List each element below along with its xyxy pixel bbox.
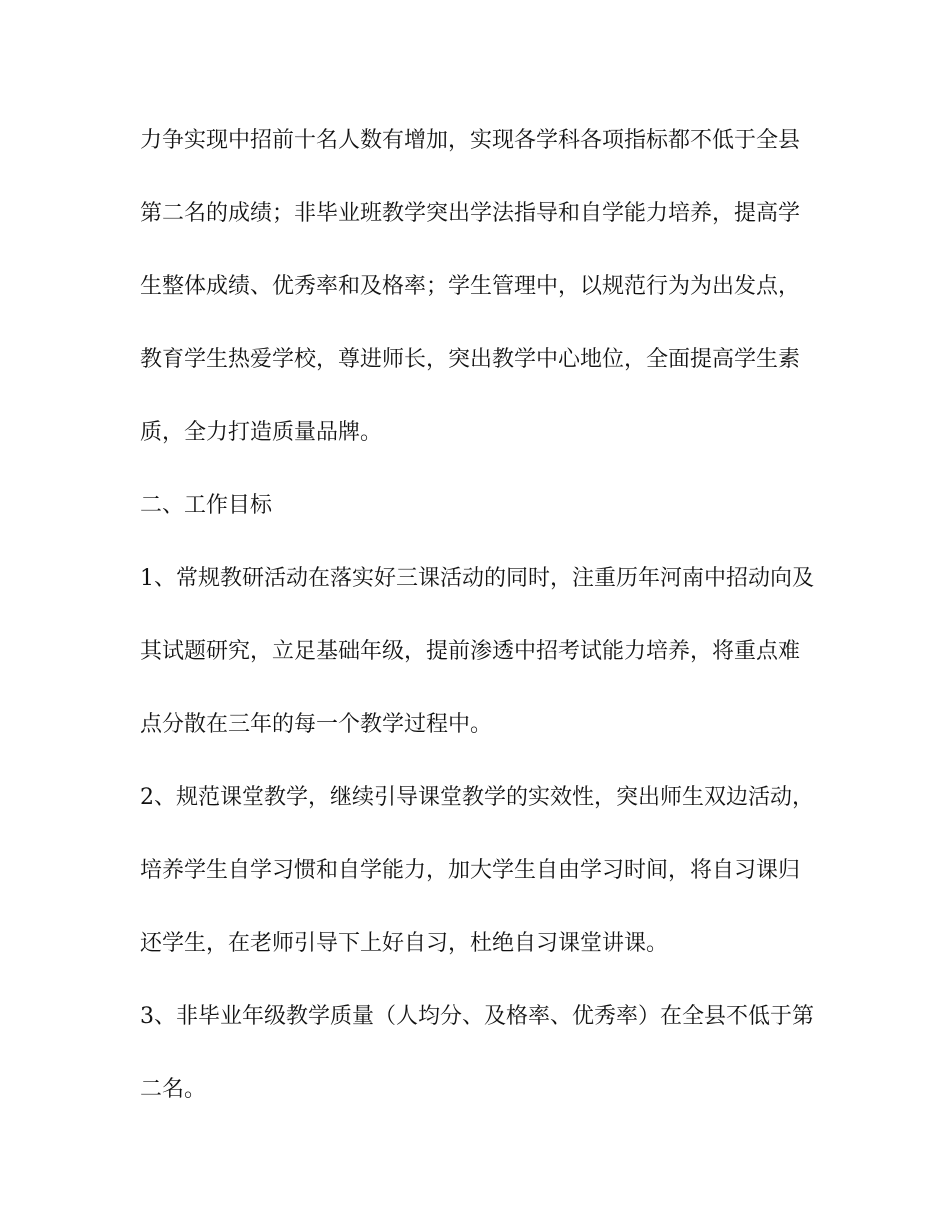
paragraph-line: 教育学生热爱学校，尊进师长，突出教学中心地位，全面提高学生素	[140, 347, 801, 372]
list-item-line: 还学生，在老师引导下上好自习，杜绝自习课堂讲课。	[140, 931, 669, 956]
list-item-line: 其试题研究，立足基础年级，提前渗透中招考试能力培养，将重点难	[140, 639, 801, 664]
section-heading: 二、工作目标	[140, 493, 273, 518]
paragraph-line: 质，全力打造质量品牌。	[140, 420, 383, 445]
list-item-line: 二名。	[140, 1077, 207, 1102]
paragraph-line: 力争实现中招前十名人数有增加，实现各学科各项指标都不低于全县	[140, 128, 801, 153]
list-item-line: 2、规范课堂教学，继续引导课堂教学的实效性，突出师生双边活动，	[140, 785, 814, 810]
paragraph-line: 第二名的成绩；非毕业班教学突出学法指导和自学能力培养，提高学	[140, 201, 801, 226]
paragraph-line: 生整体成绩、优秀率和及格率；学生管理中，以规范行为为出发点，	[140, 274, 801, 299]
list-item-line: 3、非毕业年级教学质量（人均分、及格率、优秀率）在全县不低于第	[140, 1004, 814, 1029]
list-item-line: 1、常规教研活动在落实好三课活动的同时，注重历年河南中招动向及	[140, 566, 814, 591]
list-item-line: 培养学生自学习惯和自学能力，加大学生自由学习时间，将自习课归	[140, 858, 801, 883]
list-item-line: 点分散在三年的每一个教学过程中。	[140, 712, 493, 737]
